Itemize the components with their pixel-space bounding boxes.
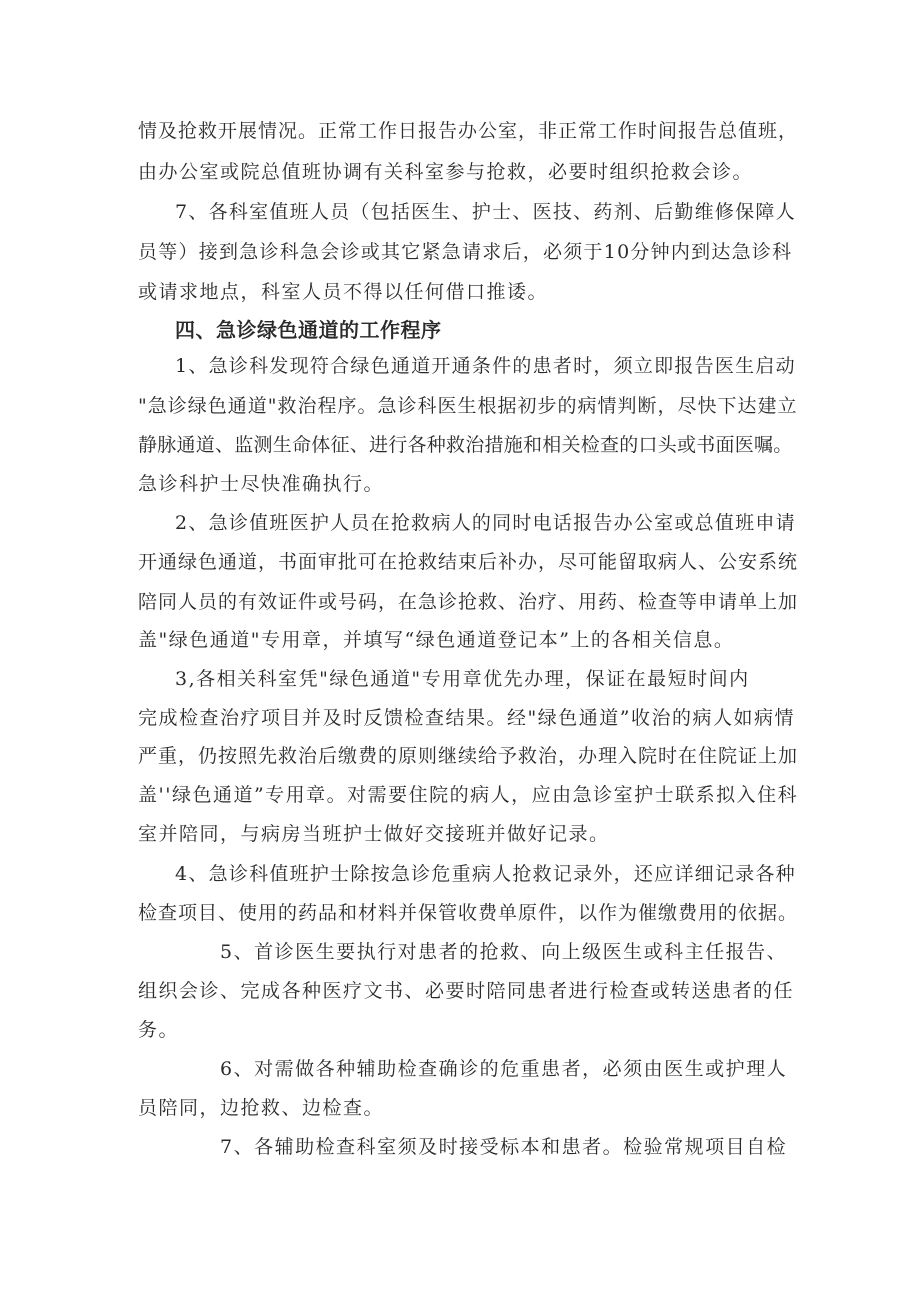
text-line: 盖''绿色通道”专用章。对需要住院的病人，应由急诊室护士联系拟入住科 <box>138 784 799 806</box>
text-line: 组织会诊、完成各种医疗文书、必要时陪同患者进行检查或转送患者的任 <box>138 980 795 1002</box>
text-line: 开通绿色通道，书面审批可在抢救结束后补办，尽可能留取病人、公安系统 <box>138 551 799 573</box>
text-line: 7、各科室值班人员（包括医生、护士、医技、药剂、后勤维修保障人 <box>175 201 796 223</box>
text-line: 静脉通道、监测生命体征、进行各种救治措施和相关检查的口头或书面医嘱。 <box>138 434 793 456</box>
text-line: 7、各辅助检查科室须及时接受标本和患者。检验常规项目自检 <box>220 1136 788 1158</box>
text-line: 5、首诊医生要执行对患者的抢救、向上级医生或科主任报告、 <box>220 941 788 963</box>
text-line: 务。 <box>138 1019 180 1041</box>
text-line: 室并陪同，与病房当班护士做好交接班并做好记录。 <box>138 823 610 845</box>
text-line: "急诊绿色通道"救治程序。急诊科医生根据初步的病情判断，尽快下达建立 <box>138 395 798 417</box>
text-line: 严重，仍按照先救治后缴费的原则继续给予救治，办理入院时在住院证上加 <box>138 745 799 767</box>
text-line: 急诊科护士尽快准确执行。 <box>138 473 385 495</box>
text-line: 员等）接到急诊科急会诊或其它紧急请求后，必须于10分钟内到达急诊科 <box>138 241 793 263</box>
section-heading: 四、急诊绿色通道的工作程序 <box>175 318 442 342</box>
text-line: 完成检查治疗项目并及时反馈检查结果。经"绿色通道”收治的病人如病情 <box>138 707 795 729</box>
text-line: 检查项目、使用的药品和材料并保管收费单原件，以作为催缴费用的依据。 <box>138 902 799 924</box>
text-line: 6、对需做各种辅助检查确诊的危重患者，必须由医生或护理人 <box>220 1058 788 1080</box>
text-line: 1、急诊科发现符合绿色通道开通条件的患者时，须立即报告医生启动 <box>175 355 796 377</box>
text-line: 2、急诊值班医护人员在抢救病人的同时电话报告办公室或总值班申请 <box>175 512 796 534</box>
text-line: 情及抢救开展情况。正常工作日报告办公室，非正常工作时间报告总值班， <box>138 120 799 142</box>
text-line: 员陪同，边抢救、边检查。 <box>138 1097 385 1119</box>
text-line: 3,各相关科室凭"绿色通道"专用章优先办理，保证在最短时间内 <box>175 668 750 690</box>
text-line: 由办公室或院总值班协调有关科室参与抢救，必要时组织抢救会诊。 <box>138 161 754 183</box>
text-line: 4、急诊科值班护士除按急诊危重病人抢救记录外，还应详细记录各种 <box>175 863 796 885</box>
text-line: 或请求地点，科室人员不得以任何借口推诿。 <box>138 281 549 303</box>
text-line: 盖"绿色通道"专用章，并填写“绿色通道登记本”上的各相关信息。 <box>138 629 735 651</box>
text-line: 陪同人员的有效证件或号码，在急诊抢救、治疗、用药、检查等申请单上加 <box>138 591 799 613</box>
